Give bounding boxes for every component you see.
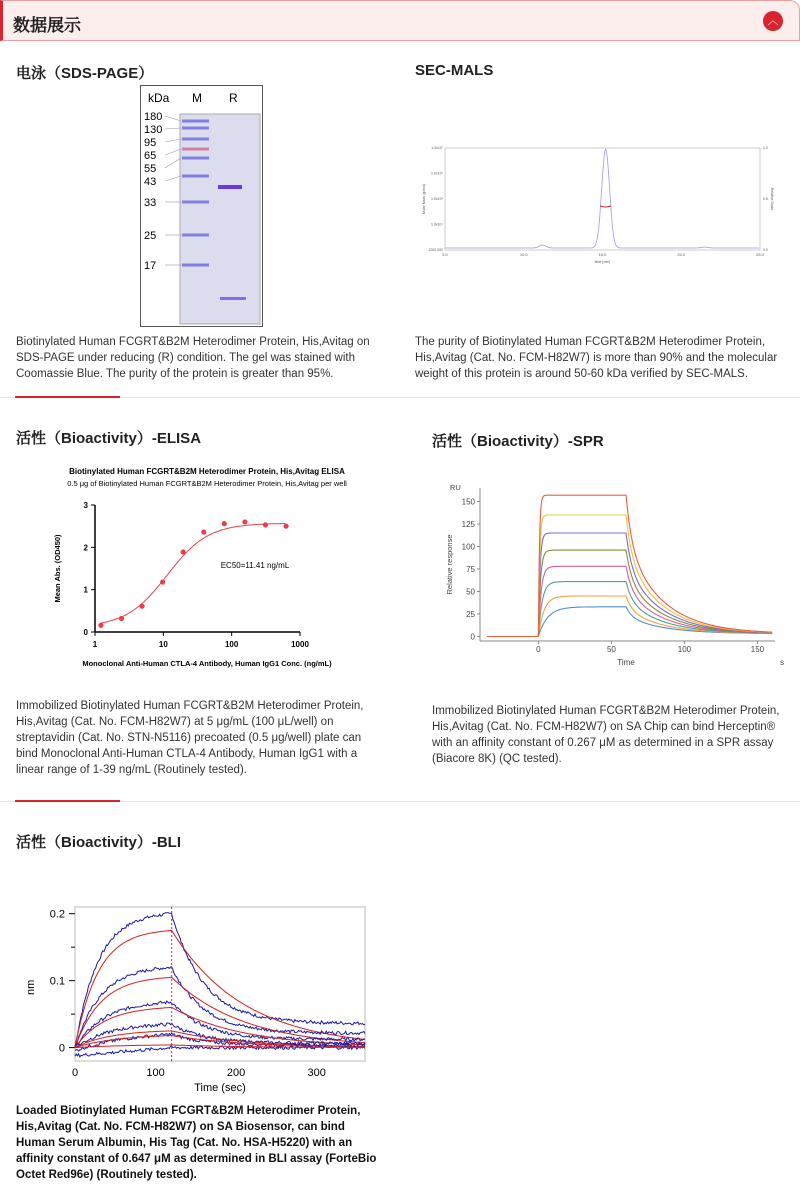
x-tick: 100 [224,640,239,649]
marker-label: 95 [144,137,157,149]
marker-label: 25 [144,230,157,242]
ec50-annotation: EC50=11.41 ng/mL [220,561,290,570]
x-axis-label: time (min) [594,260,611,264]
x-axis-label: Time [617,658,635,667]
y-tick: 1.0x10⁷ [431,146,443,150]
marker-label: 130 [144,124,163,136]
data-point [222,521,227,526]
elisa-caption: Immobilized Biotinylated Human FCGRT&B2M Heterodimer Protein, His,Avitag (Cat. No. FCM-H82W7) at 5 μg/mL (100 μL/well) on streptavidin (Cat. No. STN-N5116) precoated (0.5 μg/well) plate can bind Monoclonal Anti-Human CTLA-4 Antibody, Human IgG1 with a linear range of 1-39 ng/mL (Routinely tested). [16,700,364,776]
marker-label: 180 [144,111,163,123]
x-tick: 10.0 [519,252,528,257]
x-axis-label: Time (sec) [194,1082,246,1094]
y-tick: 0 [83,628,88,637]
spr-caption: Immobilized Biotinylated Human FCGRT&B2M Heterodimer Protein, His,Avitag (Cat. No. FCM-H82W7) on SA Chip can bind Herceptin® with an affinity constant of 0.267 μM as determined in a SPR assay (Biacore 8K) (QC tested). [432,705,780,765]
gel-body [180,114,260,324]
chart-subtitle: 0.5 μg of Biotinylated Human FCGRT&B2M Heterodimer Protein, His,Avitag per well [67,479,347,488]
x-tick: 1 [92,640,98,649]
y-unit: RU [450,483,461,492]
y-tick: 125 [461,520,475,529]
x-tick: 20.0 [677,252,686,257]
y-tick: 0.1 [49,975,65,988]
marker-band [182,201,209,204]
marker-band [182,157,209,160]
y-tick: 50 [466,587,475,597]
x-tick: 200 [226,1067,246,1079]
section-title: 数据展示 [13,16,81,35]
y-tick: 25 [466,610,475,619]
data-display-header [0,0,800,41]
bli-chart [20,895,380,1095]
divider [0,801,800,802]
y2-tick: 1.0 [763,146,768,150]
sec-mals-title: SEC-MALS [415,62,494,79]
bli-caption: Loaded Biotinylated Human FCGRT&B2M Heterodimer Protein, His,Avitag (Cat. No. FCM-H82W7) on SA Biosensor, can bind Human Serum Albumin, His Tag (Cat. No. HSA-H5220) with an affinity constant of 0.647 μM as determined in BLI assay (ForteBio Octet Red96e) (Routinely tested). [16,1105,377,1181]
data-point [181,549,186,554]
protein-band [218,185,242,189]
data-point [139,604,144,609]
sensorgram-line [487,566,772,636]
data-point [119,616,124,621]
x-tick: 1000 [291,640,309,649]
divider [0,397,800,398]
elisa-title: 活性（Bioactivity）-ELISA [16,430,202,447]
sensorgram-line [487,515,772,637]
data-point [263,522,268,527]
chart-title: Biotinylated Human FCGRT&B2M Heterodimer Protein, His,Avitag ELISA [69,467,345,476]
y-tick: 1.0x10⁴ [430,222,443,227]
plot-frame [445,148,760,250]
marker-label: 17 [144,260,157,272]
y-axis-label: Relative response [445,534,454,595]
bli-title: 活性（Bioactivity）-BLI [16,834,182,851]
x-tick: 15.0 [598,252,607,257]
y-tick: 150 [461,497,475,507]
marker-band [182,127,209,130]
elisa-chart [30,465,385,675]
sds-page-caption: Biotinylated Human FCGRT&B2M Heterodimer Protein, His,Avitag on SDS-PAGE under reducing (R) condition. The gel was stained with Coomassie Blue. The purity of the protein is greater than 95%. [16,336,370,380]
sds-page-title: 电泳（SDS-PAGE） [16,65,154,82]
x-unit: s [780,658,784,667]
marker-label: 43 [144,176,157,188]
marker-label: 65 [144,150,157,162]
y-tick: 0.2 [49,908,65,921]
y2-tick: 0.5 [763,197,768,201]
sds-page-gel-image [140,85,263,327]
marker-label: 33 [144,197,157,209]
lane-label: M [192,91,202,105]
sensorgram-line [487,495,772,636]
y-tick: 1.0x10⁶ [431,171,443,176]
marker-band [182,264,209,267]
x-tick: 10 [158,640,168,649]
spr-title: 活性（Bioactivity）-SPR [432,433,604,450]
x-tick: 50 [606,645,616,654]
y-axis-label: nm [25,979,37,995]
y-tick: 1000.000 [428,248,443,252]
kda-label: kDa [148,91,170,105]
data-point [201,529,206,534]
x-tick: 5.0 [442,252,448,257]
y-tick: 100 [461,542,475,552]
sensorgram-line [487,533,772,637]
marker-band [182,175,209,178]
marker-label: 55 [144,163,157,175]
y-tick: 0 [58,1042,65,1055]
marker-band [182,138,209,141]
y2-tick: 0.0 [763,248,768,252]
marker-band [182,148,209,151]
x-tick: 100 [146,1067,165,1079]
data-point [242,519,247,524]
sec-mals-chart [415,140,775,265]
y-tick: 1.0x10⁵ [431,197,443,201]
y2-axis-label: Relative Scale [770,187,774,211]
x-tick: 25.0 [756,252,764,257]
y-tick: 75 [466,565,475,574]
x-tick: 300 [307,1067,326,1079]
y-tick: 0 [470,632,475,642]
protein-band [220,297,246,300]
y-tick: 3 [83,501,88,510]
x-tick: 100 [677,645,692,654]
y-axis-label: Molar Mass (g/mol) [422,184,426,214]
y-axis-label: Mean Abs. (OD450) [53,534,62,603]
spr-chart [440,478,790,673]
data-point [98,623,103,628]
fit-curve [101,524,286,624]
x-axis-label: Monoclonal Anti-Human CTLA-4 Antibody, Human IgG1 Conc. (ng/mL) [82,659,332,668]
data-point [283,524,288,529]
y-tick: 2 [83,543,88,553]
y-tick: 1 [83,585,88,595]
lane-label: R [229,91,238,105]
marker-band [182,120,209,123]
marker-band [182,234,209,237]
chevron-up-icon[interactable]: ︿ [763,11,783,31]
x-tick: 150 [750,645,765,654]
x-tick: 0 [536,645,541,654]
sec-mals-caption: The purity of Biotinylated Human FCGRT&B2M Heterodimer Protein, His,Avitag (Cat. No. FCM-H82W7) is more than 90% and the molecular weight of this protein is around 50-60 kDa verified by SEC-MALS. [415,336,778,380]
data-point [160,579,165,584]
x-tick: 0 [71,1067,79,1079]
